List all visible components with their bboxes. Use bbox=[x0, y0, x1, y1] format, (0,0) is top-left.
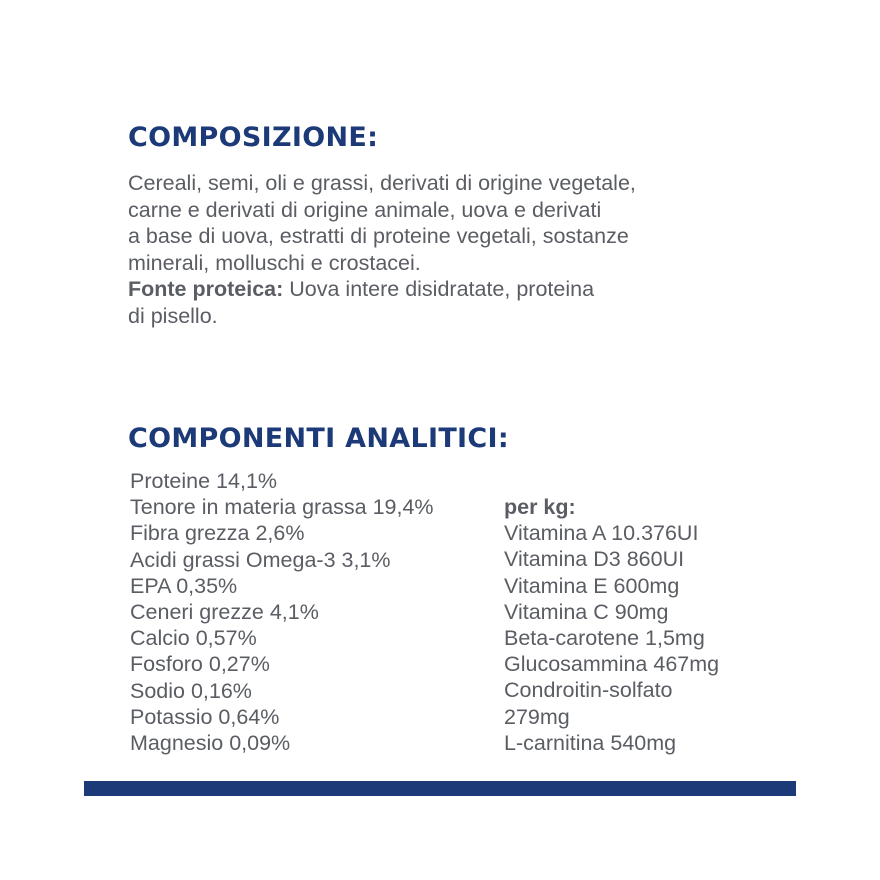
vitamin-item: Condroitin-solfato bbox=[504, 678, 673, 703]
analytics-item: Proteine 14,1% bbox=[130, 469, 278, 493]
protein-source-text: Uova intere disidratate, proteina bbox=[283, 277, 595, 301]
vitamin-item: 279mg bbox=[504, 704, 570, 729]
vitamin-item: Vitamina C 90mg bbox=[504, 599, 669, 624]
analytics-item: Potassio 0,64% bbox=[130, 704, 280, 729]
analytics-item: Tenore in materia grassa 19,4% bbox=[130, 495, 434, 520]
vitamin-item: Vitamina A 10.376UI bbox=[504, 521, 699, 546]
analytics-left-list bbox=[130, 468, 434, 756]
analytics-right-list bbox=[504, 494, 719, 756]
protein-source-line-continued: di pisello. bbox=[128, 303, 218, 328]
analytics-heading: COMPONENTI ANALITICI: bbox=[128, 423, 509, 454]
analytics-item: Magnesio 0,09% bbox=[130, 731, 291, 756]
vitamin-item: Vitamina D3 860UI bbox=[504, 547, 685, 572]
analytics-item: EPA 0,35% bbox=[130, 573, 238, 598]
composition-line: a base di uova, estratti di proteine vegetali, sostanze bbox=[128, 224, 629, 248]
analytics-item: Calcio 0,57% bbox=[130, 626, 257, 651]
protein-source-line bbox=[128, 276, 828, 303]
analytics-item: Acidi grassi Omega-3 3,1% bbox=[130, 547, 391, 572]
protein-source-label: Fonte proteica: bbox=[128, 277, 284, 301]
analytics-item: Fibra grezza 2,6% bbox=[130, 521, 305, 546]
composition-line: minerali, molluschi e crostacei. bbox=[128, 250, 421, 275]
analytics-item: Ceneri grezze 4,1% bbox=[130, 600, 319, 625]
analytics-item: Fosforo 0,27% bbox=[130, 652, 270, 677]
vitamin-item: Vitamina E 600mg bbox=[504, 573, 680, 598]
composition-line: carne e derivati di origine animale, uova e derivati bbox=[128, 197, 602, 222]
footer-bar bbox=[84, 781, 796, 796]
analytics-item: Sodio 0,16% bbox=[130, 678, 252, 703]
composition-heading: COMPOSIZIONE: bbox=[128, 122, 379, 153]
composition-paragraph bbox=[128, 170, 828, 329]
composition-line: Cereali, semi, oli e grassi, derivati di origine vegetale, bbox=[128, 171, 636, 195]
per-kg-header: per kg: bbox=[504, 495, 576, 519]
vitamin-item: L-carnitina 540mg bbox=[504, 730, 677, 755]
vitamin-item: Beta-carotene 1,5mg bbox=[504, 626, 705, 651]
vitamin-item: Glucosammina 467mg bbox=[504, 652, 720, 677]
